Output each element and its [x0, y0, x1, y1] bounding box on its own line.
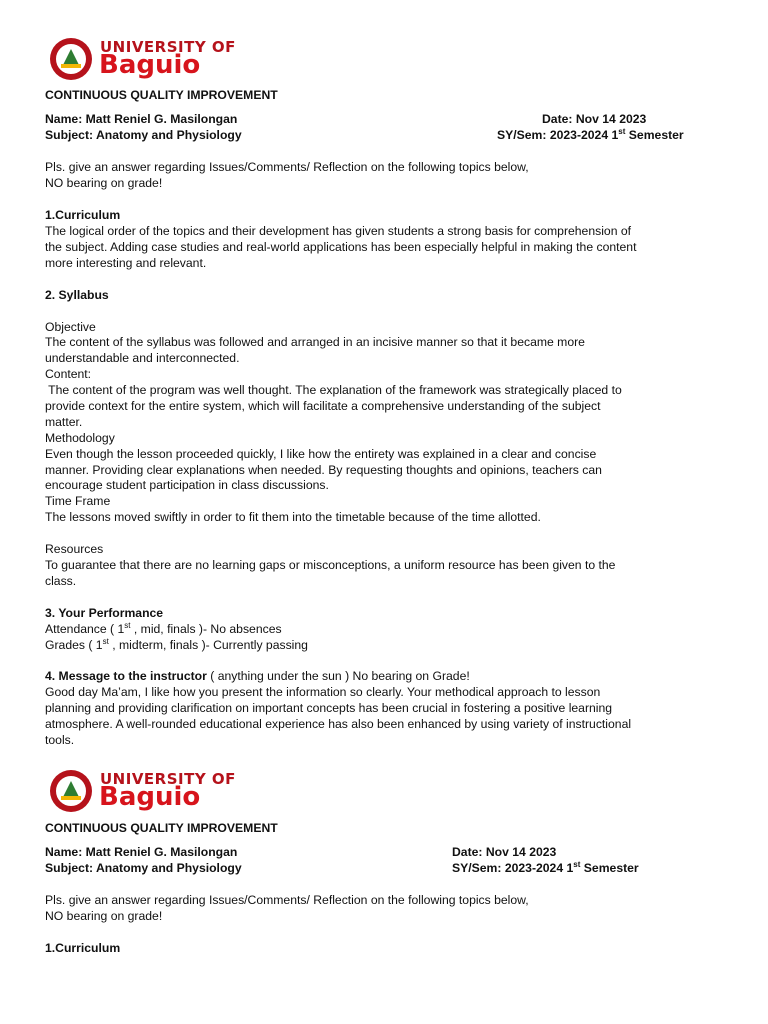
curriculum-heading: 1.Curriculum: [45, 208, 121, 222]
document-title: CONTINUOUS QUALITY IMPROVEMENT: [45, 88, 278, 102]
curriculum-text: The logical order of the topics and their development has given students a strong basis for comprehension of: [45, 224, 632, 238]
instruction-line-1: Pls. give an answer regarding Issues/Comments/ Reflection on the following topics below,: [45, 893, 529, 907]
logo-line-1: UNIVERSITY OF: [100, 770, 236, 788]
university-seal-icon: [50, 770, 92, 812]
logo-line-2: Baguio: [99, 782, 201, 812]
logo-line-2: Baguio: [99, 50, 201, 80]
attendance-line: Attendance ( 1st , mid, finals )- No absences: [45, 620, 282, 636]
methodology-text: Even though the lesson proceeded quickly, I like how the entirety was explained in a clear and concise: [45, 447, 597, 461]
instruction-line-2: NO bearing on grade!: [45, 176, 163, 190]
content-text: provide context for the entire system, which will facilitate a comprehensive understanding of the subject: [45, 399, 601, 413]
resources-text: class.: [45, 574, 77, 588]
subject-field: Subject: Anatomy and Physiology: [45, 128, 242, 142]
methodology-text: manner. Providing clear explanations when needed. By requesting thoughts and opinions, teachers can: [45, 463, 602, 477]
sy-sem-field: SY/Sem: 2023-2024 1st Semester: [497, 126, 684, 142]
resources-text: To guarantee that there are no learning gaps or misconceptions, a uniform resource has been given to the: [45, 558, 616, 572]
message-heading-note: ( anything under the sun ) No bearing on Grade!: [206, 669, 470, 683]
methodology-label: Methodology: [45, 431, 115, 445]
timeframe-label: Time Frame: [45, 494, 111, 508]
logo-line-1: UNIVERSITY OF: [100, 38, 236, 56]
instruction-line-2: NO bearing on grade!: [45, 909, 163, 923]
message-text: Good day Ma’am, I like how you present the information so clearly. Your methodical approach to lesson: [45, 685, 601, 699]
university-seal-icon: [50, 38, 92, 80]
university-logo: [50, 38, 250, 82]
objective-label: Objective: [45, 320, 96, 334]
message-text: tools.: [45, 733, 75, 747]
curriculum-heading: 1.Curriculum: [45, 941, 121, 955]
curriculum-text: the subject. Adding case studies and real-world applications has been especially helpful in making the content: [45, 240, 637, 254]
grades-line: Grades ( 1st , midterm, finals )- Currently passing: [45, 636, 308, 652]
objective-text: understandable and interconnected.: [45, 351, 240, 365]
sy-sem-field: SY/Sem: 2023-2024 1st Semester: [452, 859, 639, 875]
document-title: CONTINUOUS QUALITY IMPROVEMENT: [45, 821, 278, 835]
university-logo: [50, 770, 250, 814]
instruction-line-1: Pls. give an answer regarding Issues/Comments/ Reflection on the following topics below,: [45, 160, 529, 174]
content-text: matter.: [45, 415, 83, 429]
message-text: planning and providing clarification on important concepts has been crucial in fostering a positive learning: [45, 701, 613, 715]
message-heading-line: [45, 668, 735, 684]
resources-label: Resources: [45, 542, 104, 556]
content-label: Content:: [45, 367, 92, 381]
date-field: Date: Nov 14 2023: [542, 112, 647, 126]
student-name: Name: Matt Reniel G. Masilongan: [45, 112, 238, 126]
objective-text: The content of the syllabus was followed and arranged in an incisive manner so that it became more: [45, 335, 585, 349]
syllabus-heading: 2. Syllabus: [45, 288, 109, 302]
curriculum-text: more interesting and relevant.: [45, 256, 207, 270]
date-field: Date: Nov 14 2023: [452, 845, 557, 859]
methodology-text: encourage student participation in class discussions.: [45, 478, 329, 492]
message-text: atmosphere. A well-rounded educational experience has also been enhanced by using variety of instructional: [45, 717, 632, 731]
student-name: Name: Matt Reniel G. Masilongan: [45, 845, 238, 859]
timeframe-text: The lessons moved swiftly in order to fit them into the timetable because of the time allotted.: [45, 510, 541, 524]
content-text: The content of the program was well thought. The explanation of the framework was strategically placed to: [45, 383, 622, 397]
subject-field: Subject: Anatomy and Physiology: [45, 861, 242, 875]
performance-heading: 3. Your Performance: [45, 606, 164, 620]
message-heading: 4. Message to the instructor: [45, 669, 207, 683]
